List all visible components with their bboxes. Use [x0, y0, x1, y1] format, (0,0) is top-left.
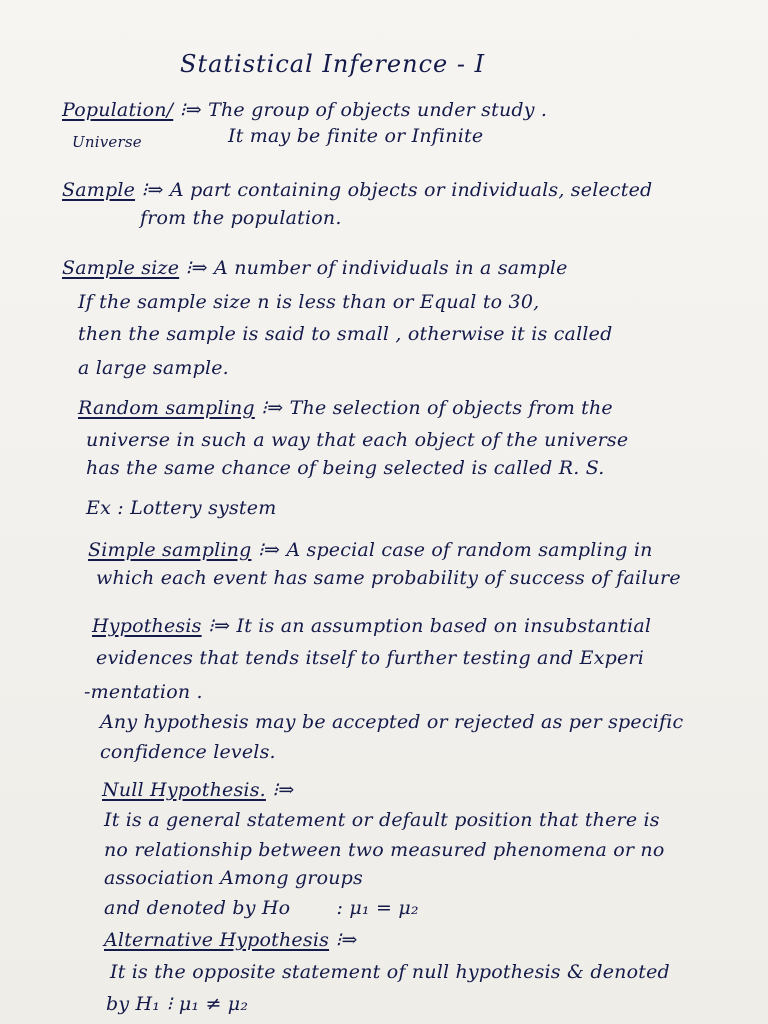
sample-size-definition-4: a large sample. [78, 357, 229, 379]
simple-sampling-term: Simple sampling [88, 539, 252, 561]
random-sampling-separator: ⁝⇒ [261, 397, 284, 419]
population-separator: ⁝⇒ [179, 99, 202, 121]
null-hypothesis-formula: : μ₁ = μ₂ [336, 897, 419, 919]
null-hypothesis-definition-2: no relationship between two measured phenomena or no [104, 839, 665, 861]
sample-separator: ⁝⇒ [141, 179, 164, 201]
random-sampling-definition-1: The selection of objects from the [289, 397, 613, 419]
simple-sampling-definition-2: which each event has same probability of success of failure [96, 567, 681, 589]
sample-size-definition-2: If the sample size n is less than or Equal to 30, [78, 291, 540, 313]
sample-size-term: Sample size [62, 257, 180, 279]
population-definition: The group of objects under study . [208, 99, 548, 121]
sample-size-separator: ⁝⇒ [185, 257, 208, 279]
alternative-hypothesis-line [104, 928, 358, 952]
sample-term: Sample [62, 179, 136, 201]
hypothesis-definition-4: Any hypothesis may be accepted or rejected as per specific [100, 711, 684, 733]
hypothesis-definition-3: -mentation . [84, 681, 203, 703]
sample-definition-2: from the population. [140, 207, 342, 229]
null-hypothesis-definition-3: association Among groups [104, 867, 363, 889]
hypothesis-separator: ⁝⇒ [207, 615, 231, 637]
hypothesis-definition-5: confidence levels. [100, 741, 276, 763]
alternative-hypothesis-definition-1: It is the opposite statement of null hypothesis & denoted [110, 961, 670, 983]
hypothesis-term: Hypothesis [92, 615, 202, 637]
simple-sampling-definition-1: A special case of random sampling in [286, 539, 653, 561]
hypothesis-definition-2: evidences that tends itself to further testing and Experi [96, 647, 644, 669]
alternative-hypothesis-separator: ⁝⇒ [335, 929, 358, 951]
random-sampling-line [78, 396, 613, 420]
sample-size-definition-1: A number of individuals in a sample [214, 257, 568, 279]
alternative-hypothesis-definition-2: by H₁ ⁝ μ₁ ≠ μ₂ [106, 993, 249, 1015]
sample-size-definition-3: then the sample is said to small , otherwise it is called [78, 323, 613, 345]
alternative-hypothesis-term: Alternative Hypothesis [104, 929, 330, 951]
sample-line [62, 178, 652, 202]
null-hypothesis-separator: ⁝⇒ [272, 779, 295, 801]
random-sampling-term: Random sampling [78, 397, 255, 419]
universe-term: Universe [72, 133, 142, 151]
simple-sampling-line [88, 538, 653, 562]
universe-definition: It may be finite or Infinite [228, 125, 484, 147]
population-line [62, 98, 547, 122]
sample-definition-1: A part containing objects or individuals, selected [169, 179, 653, 201]
random-sampling-example: Ex : Lottery system [86, 497, 277, 519]
null-hypothesis-definition-4 [104, 896, 419, 920]
hypothesis-definition-1: It is an assumption based on insubstantial [236, 615, 652, 637]
page-title: Statistical Inference - I [180, 50, 486, 78]
simple-sampling-separator: ⁝⇒ [257, 539, 281, 561]
random-sampling-definition-2: universe in such a way that each object of the universe [86, 429, 629, 451]
null-hypothesis-line [102, 778, 295, 802]
sample-size-line [62, 256, 568, 280]
hypothesis-line [92, 614, 651, 638]
null-hypothesis-definition-1: It is a general statement or default position that there is [104, 809, 660, 831]
random-sampling-definition-3: has the same chance of being selected is called R. S. [86, 457, 605, 479]
null-hypothesis-denoted: and denoted by Ho [104, 897, 291, 919]
null-hypothesis-term: Null Hypothesis. [102, 779, 266, 801]
population-term: Population/ [62, 99, 174, 121]
